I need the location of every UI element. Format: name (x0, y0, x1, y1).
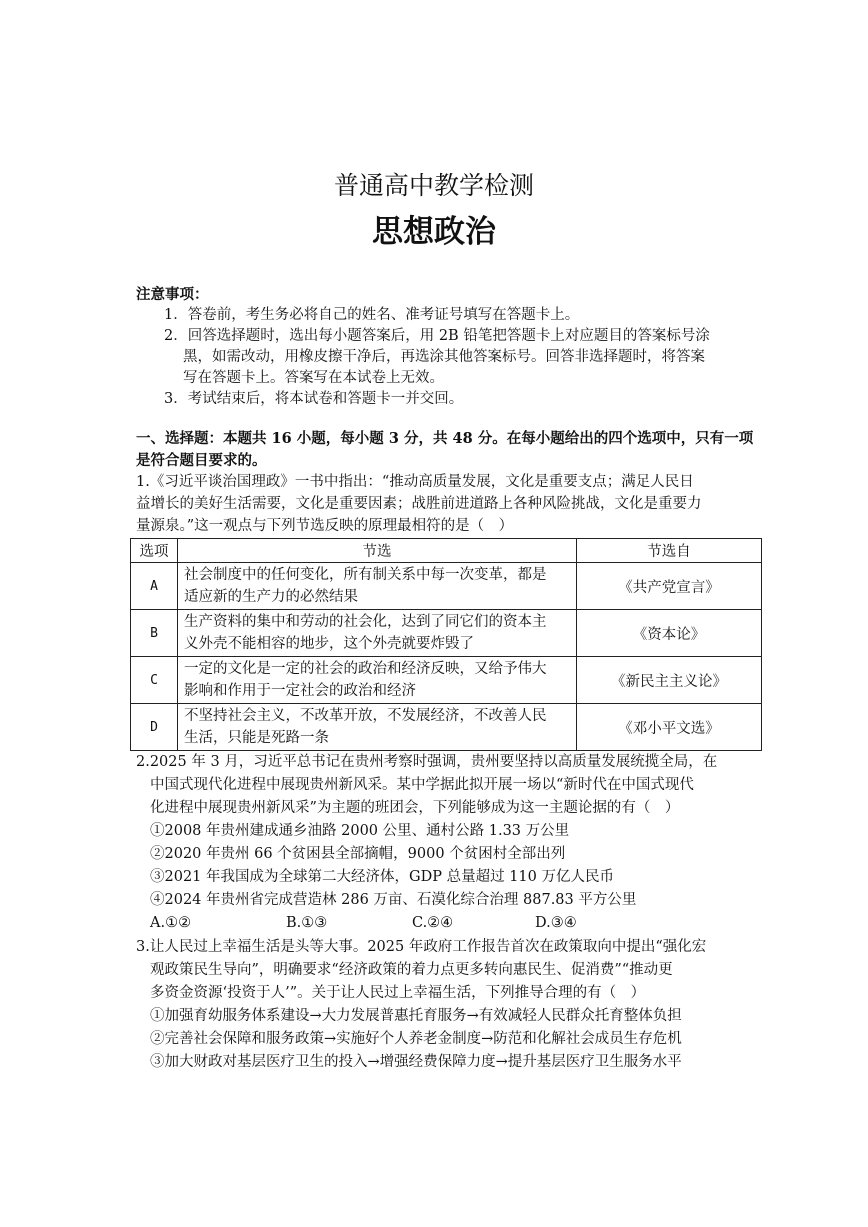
excerpt-line: 义外壳不能相容的地步，这个外壳就要炸毁了 (184, 636, 474, 652)
excerpt-line: 社会制度中的任何变化，所有制关系中每一次变革，都是 (184, 567, 547, 583)
notice-item-2-cont: 黑，如需改动，用橡皮擦干净后，再选涂其他答案标号。回答非选择题时，将答案 (183, 349, 705, 365)
table-row (131, 657, 762, 704)
answer-option-c[interactable]: C.②④ (412, 915, 454, 931)
table-row (131, 610, 762, 657)
q2-statement-4: ④2024 年贵州省完成营造林 286 万亩、石漠化综合治理 887.83 平方公里 (150, 892, 637, 908)
answer-option-a[interactable]: A.①② (150, 915, 192, 931)
q1-line-2: 益增长的美好生活需要，文化是重要因素；战胜前进道路上各种风险挑战，文化是重要力 (136, 496, 702, 512)
table-header: 节选自 (577, 539, 762, 563)
option-source: 《新民主主义论》 (577, 657, 762, 704)
option-letter: A (131, 563, 178, 610)
q3-statement-3: ③加大财政对基层医疗卫生的投入→增强经费保障力度→提升基层医疗卫生服务水平 (150, 1054, 682, 1070)
table-header: 节选 (178, 539, 577, 563)
option-letter: B (131, 610, 178, 657)
option-excerpt (178, 563, 577, 610)
excerpt-line: 生活，只能是死路一条 (184, 730, 329, 746)
notice-item-2: 2．回答选择题时，选出每小题答案后，用 2B 铅笔把答题卡上对应题目的答案标号涂 (164, 328, 710, 344)
q1-line-3: 量源泉。”这一观点与下列节选反映的原理最相符的是（ ） (136, 518, 514, 534)
option-source: 《资本论》 (577, 610, 762, 657)
q3-line-1: 3.让人民过上幸福生活是头等大事。2025 年政府工作报告首次在政策取向中提出“强化宏 (136, 939, 707, 955)
section-heading-line1: 一、选择题：本题共 16 小题，每小题 3 分，共 48 分。在每小题给出的四个选项中，只有一项 (136, 430, 754, 447)
q3-line-2: 观政策民生导向”，明确要求“经济政策的着力点更多转向惠民生、促消费”“推动更 (150, 962, 673, 978)
q2-statement-3: ③2021 年我国成为全球第二大经济体，GDP 总量超过 110 万亿人民币 (150, 869, 614, 885)
notice-item-1: 1．答卷前，考生务必将自己的姓名、准考证号填写在答题卡上。 (164, 307, 580, 323)
q2-line-3: 化进程中展现贵州新风采”为主题的班团会，下列能够成为这一主题论据的有（ ） (150, 800, 680, 816)
q2-answer-options (150, 913, 710, 934)
excerpt-line: 影响和作用于一定社会的政治和经济 (184, 683, 416, 699)
table-header: 选项 (131, 539, 178, 563)
option-source: 《邓小平文选》 (577, 704, 762, 751)
q1-line-1: 1.《习近平谈治国理政》一书中指出：“推动高质量发展，文化是重要支点；满足人民日 (136, 474, 694, 490)
notice-heading: 注意事项： (136, 286, 209, 303)
notice-item-2-cont2: 写在答题卡上。答案写在本试卷上无效。 (183, 370, 444, 386)
option-source: 《共产党宣言》 (577, 563, 762, 610)
q2-statement-1: ①2008 年贵州建成通乡油路 2000 公里、通村公路 1.33 万公里 (150, 823, 570, 839)
subject-title: 思想政治 (372, 214, 496, 250)
option-letter: C (131, 657, 178, 704)
section-heading-line2: 是符合题目要求的。 (136, 452, 267, 469)
exam-title: 普通高中教学检测 (333, 171, 534, 200)
table-row (131, 704, 762, 751)
notice-item-3: 3．考试结束后，将本试卷和答题卡一并交回。 (164, 391, 464, 407)
option-excerpt (178, 657, 577, 704)
table-header-row (131, 539, 762, 563)
q3-statement-2: ②完善社会保障和服务政策→实施好个人养老金制度→防范和化解社会成员生存危机 (150, 1031, 682, 1047)
excerpt-line: 生产资料的集中和劳动的社会化，达到了同它们的资本主 (184, 614, 547, 630)
option-letter: D (131, 704, 178, 751)
excerpt-line: 适应新的生产力的必然结果 (184, 589, 358, 605)
excerpt-line: 一定的文化是一定的社会的政治和经济反映，又给予伟大 (184, 661, 547, 677)
q2-line-1: 2.2025 年 3 月，习近平总书记在贵州考察时强调，贵州要坚持以高质量发展统揽全局，在 (136, 754, 718, 770)
q3-line-3: 多资金资源‘投资于人’”。关于让人民过上幸福生活，下列推导合理的有（ ） (150, 985, 646, 1001)
table-row (131, 563, 762, 610)
q2-line-2: 中国式现代化进程中展现贵州新风采。某中学据此拟开展一场以“新时代在中国式现代 (150, 777, 694, 793)
option-excerpt (178, 610, 577, 657)
q3-statement-1: ①加强育幼服务体系建设→大力发展普惠托育服务→有效减轻人民群众托育整体负担 (150, 1008, 682, 1024)
answer-option-d[interactable]: D.③④ (535, 915, 577, 931)
option-excerpt (178, 704, 577, 751)
excerpt-line: 不坚持社会主义，不改革开放，不发展经济，不改善人民 (184, 708, 547, 724)
q2-statement-2: ②2020 年贵州 66 个贫困县全部摘帽，9000 个贫困村全部出列 (150, 846, 566, 862)
answer-option-b[interactable]: B.①③ (286, 915, 328, 931)
q1-options-table (130, 538, 762, 751)
